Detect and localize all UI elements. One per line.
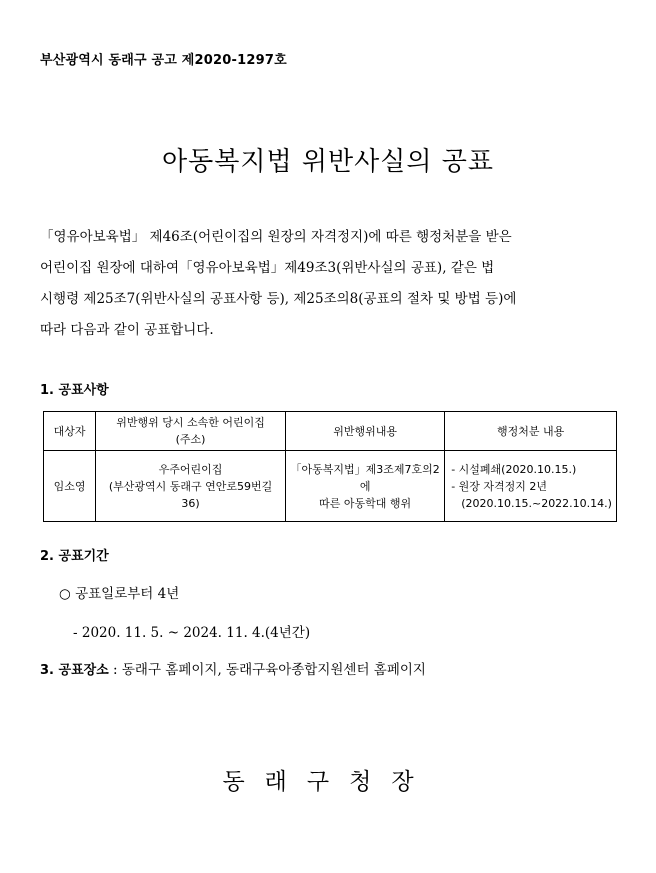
header-facility-line: 위반행위 당시 소속한 어린이집 — [116, 416, 265, 429]
header-facility — [96, 412, 286, 451]
places-separator: : — [108, 662, 122, 678]
cell-violation — [286, 451, 445, 522]
action-line: - 원장 자격정지 2년 — [451, 479, 548, 493]
action-line: (2020.10.15.~2022.10.14.) — [461, 496, 612, 510]
page-title: 아동복지법 위반사실의 공표 — [162, 147, 494, 177]
action-line: - 시설폐쇄(2020.10.15.) — [451, 462, 577, 476]
signature: 동래구청장 — [222, 769, 434, 795]
disclosure-table — [43, 411, 617, 522]
places-text: 동래구 홈페이지, 동래구육아종합지원센터 홈페이지 — [121, 662, 426, 678]
notice-number: 부산광역시 동래구 공고 제2020-1297호 — [40, 53, 287, 68]
intro-line: 시행령 제25조7(위반사실의 공표사항 등), 제25조의8(공표의 절차 및 방법 등)에 — [40, 291, 517, 307]
section-places — [40, 658, 426, 678]
cell-facility — [96, 451, 286, 522]
facility-name: 우주어린이집 — [158, 462, 223, 476]
table-row — [44, 451, 617, 522]
period-range: - 2020. 11. 5. ~ 2024. 11. 4.(4년간) — [73, 625, 311, 641]
section-heading-disclosure: 1. 공표사항 — [40, 383, 109, 398]
section-heading-places: 3. 공표장소 — [40, 663, 109, 678]
header-action: 행정처분 내용 — [445, 412, 617, 451]
intro-line: 어린이집 원장에 대하여「영유아보육법」제49조3(위반사실의 공표), 같은 법 — [40, 260, 495, 276]
header-facility-line: (주소) — [175, 433, 206, 446]
section-heading-period: 2. 공표기간 — [40, 549, 109, 564]
cell-action — [445, 451, 617, 522]
cell-name: 임소영 — [44, 451, 96, 522]
violation-line: 따른 아동학대 행위 — [319, 496, 412, 510]
intro-line: 「영유아보육법」 제46조(어린이집의 원장의 자격정지)에 따른 행정처분을 받은 — [40, 229, 512, 245]
header-name: 대상자 — [44, 412, 96, 451]
header-violation: 위반행위내용 — [286, 412, 445, 451]
violation-line: 「아동복지법」제3조제7호의2에 — [290, 462, 440, 493]
table-header-row — [44, 412, 617, 451]
intro-line: 따라 다음과 같이 공표합니다. — [40, 322, 214, 338]
period-bullet: ○ 공표일로부터 4년 — [59, 586, 180, 602]
intro-paragraph — [40, 222, 615, 346]
facility-address: (부산광역시 동래구 연안로59번길 36) — [108, 479, 273, 510]
